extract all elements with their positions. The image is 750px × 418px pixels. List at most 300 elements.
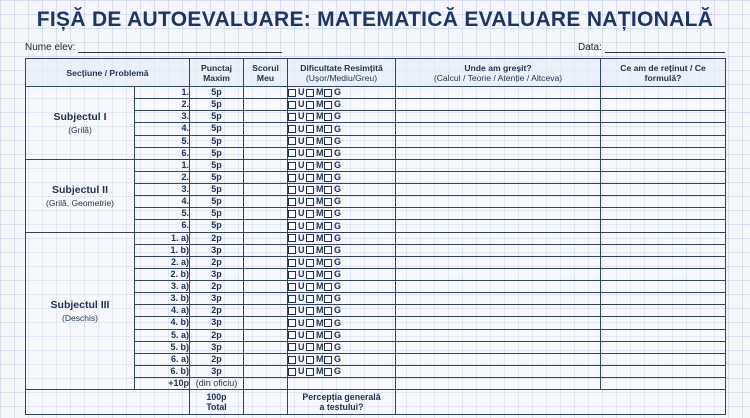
difficulty-option[interactable] xyxy=(288,111,306,122)
mistake-cell[interactable] xyxy=(396,135,601,147)
checkbox-icon[interactable] xyxy=(288,295,296,303)
my-score-cell[interactable] xyxy=(244,111,288,123)
checkbox-icon[interactable] xyxy=(288,368,296,376)
checkbox-icon[interactable] xyxy=(306,210,314,218)
max-points: 3p xyxy=(190,317,244,329)
my-score-cell[interactable] xyxy=(244,123,288,135)
mistake-cell[interactable] xyxy=(396,159,601,171)
difficulty-letter: M xyxy=(316,341,324,352)
difficulty-option[interactable] xyxy=(306,136,324,147)
my-score-cell[interactable] xyxy=(244,341,288,353)
difficulty-option[interactable] xyxy=(306,172,324,183)
checkbox-icon[interactable] xyxy=(288,283,296,291)
mistake-cell[interactable] xyxy=(396,378,601,390)
difficulty-letter: G xyxy=(334,366,342,376)
notes-cell[interactable] xyxy=(601,111,726,123)
difficulty-option[interactable] xyxy=(324,87,342,98)
checkbox-icon[interactable] xyxy=(324,113,332,121)
difficulty-option[interactable] xyxy=(306,305,324,316)
student-name-line[interactable] xyxy=(78,42,282,53)
difficulty-letter: U xyxy=(298,159,305,170)
difficulty-letter: M xyxy=(316,208,324,219)
checkbox-icon[interactable] xyxy=(324,210,332,218)
difficulty-letter: M xyxy=(316,220,324,231)
difficulty-letter: G xyxy=(334,184,342,195)
mistake-cell[interactable] xyxy=(396,353,601,365)
section-name: Subjectul I xyxy=(53,110,107,123)
difficulty-option[interactable] xyxy=(306,281,324,292)
difficulty-cell xyxy=(288,147,396,159)
difficulty-option[interactable] xyxy=(324,136,342,147)
notes-cell[interactable] xyxy=(601,256,726,268)
difficulty-option[interactable] xyxy=(288,208,306,219)
difficulty-option[interactable] xyxy=(288,269,306,280)
checkbox-icon[interactable] xyxy=(324,162,332,170)
difficulty-option[interactable] xyxy=(324,366,342,377)
checkbox-icon[interactable] xyxy=(324,368,332,376)
difficulty-option[interactable] xyxy=(306,221,324,232)
mistake-cell[interactable] xyxy=(396,147,601,159)
checkbox-icon[interactable] xyxy=(324,259,332,267)
checkbox-icon[interactable] xyxy=(306,283,314,291)
checkbox-icon[interactable] xyxy=(306,343,314,351)
max-points: 5p xyxy=(190,87,244,99)
difficulty-option[interactable] xyxy=(324,172,342,183)
difficulty-letter: M xyxy=(316,159,324,170)
difficulty-cell xyxy=(288,256,396,268)
checkbox-icon[interactable] xyxy=(288,125,296,133)
difficulty-letter: U xyxy=(298,341,305,352)
max-points: 5p xyxy=(190,147,244,159)
difficulty-option[interactable] xyxy=(288,87,306,98)
checkbox-icon[interactable] xyxy=(288,186,296,194)
mistake-cell[interactable] xyxy=(396,171,601,183)
mistake-cell[interactable] xyxy=(396,317,601,329)
difficulty-letter: G xyxy=(334,220,342,231)
checkbox-icon[interactable] xyxy=(288,356,296,364)
difficulty-option[interactable] xyxy=(324,99,342,110)
difficulty-option[interactable] xyxy=(324,124,342,135)
difficulty-cell xyxy=(288,171,396,183)
difficulty-option[interactable] xyxy=(324,148,342,159)
difficulty-letter: M xyxy=(316,99,324,110)
my-score-cell[interactable] xyxy=(244,159,288,171)
difficulty-option[interactable] xyxy=(288,342,306,353)
checkbox-icon[interactable] xyxy=(288,271,296,279)
my-score-cell[interactable] xyxy=(244,184,288,196)
my-score-cell[interactable] xyxy=(244,135,288,147)
difficulty-option[interactable] xyxy=(288,196,306,207)
problem-label: 6. xyxy=(135,147,190,159)
my-score-cell[interactable] xyxy=(244,365,288,377)
header-section: Secțiune / Problemă xyxy=(26,59,190,87)
checkbox-icon[interactable] xyxy=(306,222,314,230)
difficulty-cell xyxy=(288,184,396,196)
my-score-cell[interactable] xyxy=(244,87,288,99)
checkbox-icon[interactable] xyxy=(288,234,296,242)
my-score-cell[interactable] xyxy=(244,244,288,256)
difficulty-option[interactable] xyxy=(306,111,324,122)
checkbox-icon[interactable] xyxy=(288,89,296,97)
date-label: Data: xyxy=(578,42,602,53)
checkbox-icon[interactable] xyxy=(288,246,296,254)
mistake-cell[interactable] xyxy=(396,341,601,353)
problem-label: 1. a) xyxy=(135,232,190,244)
checkbox-icon[interactable] xyxy=(324,125,332,133)
notes-cell[interactable] xyxy=(601,232,726,244)
checkbox-icon[interactable] xyxy=(324,186,332,194)
my-score-cell[interactable] xyxy=(244,305,288,317)
mistake-cell[interactable] xyxy=(396,305,601,317)
notes-cell[interactable] xyxy=(601,341,726,353)
difficulty-option[interactable] xyxy=(288,257,306,268)
my-score-cell[interactable] xyxy=(244,196,288,208)
checkbox-icon[interactable] xyxy=(306,234,314,242)
date-line[interactable] xyxy=(605,42,725,53)
notes-cell[interactable] xyxy=(601,329,726,341)
difficulty-option[interactable] xyxy=(306,208,324,219)
mistake-cell[interactable] xyxy=(396,293,601,305)
difficulty-letter: G xyxy=(334,196,342,207)
header-row xyxy=(26,59,726,87)
mistake-cell[interactable] xyxy=(396,232,601,244)
difficulty-option[interactable] xyxy=(306,354,324,365)
checkbox-icon[interactable] xyxy=(306,174,314,182)
checkbox-icon[interactable] xyxy=(324,246,332,254)
checkbox-icon[interactable] xyxy=(288,259,296,267)
difficulty-option[interactable] xyxy=(306,257,324,268)
difficulty-option[interactable] xyxy=(324,330,342,341)
checkbox-icon[interactable] xyxy=(324,331,332,339)
difficulty-option[interactable] xyxy=(306,160,324,171)
mistake-cell[interactable] xyxy=(396,268,601,280)
mistake-cell[interactable] xyxy=(396,365,601,377)
difficulty-option[interactable] xyxy=(288,354,306,365)
difficulty-option[interactable] xyxy=(288,293,306,304)
perception-answer-cell[interactable] xyxy=(396,390,726,415)
my-score-cell[interactable] xyxy=(244,232,288,244)
total-score-cell[interactable] xyxy=(244,390,288,415)
difficulty-option[interactable] xyxy=(324,305,342,316)
difficulty-option[interactable] xyxy=(288,305,306,316)
my-score-cell[interactable] xyxy=(244,317,288,329)
section-name: Subjectul II xyxy=(51,183,108,196)
difficulty-option[interactable] xyxy=(324,184,342,195)
difficulty-letter: U xyxy=(298,281,305,292)
difficulty-cell xyxy=(288,341,396,353)
checkbox-icon[interactable] xyxy=(324,283,332,291)
checkbox-icon[interactable] xyxy=(306,307,314,315)
max-points: 2p xyxy=(190,256,244,268)
total-row xyxy=(26,390,726,415)
notes-cell[interactable] xyxy=(601,305,726,317)
notes-cell[interactable] xyxy=(601,365,726,377)
checkbox-icon[interactable] xyxy=(288,210,296,218)
difficulty-option[interactable] xyxy=(306,269,324,280)
notes-cell[interactable] xyxy=(601,99,726,111)
difficulty-cell xyxy=(288,135,396,147)
difficulty-option[interactable] xyxy=(306,87,324,98)
difficulty-cell xyxy=(288,305,396,317)
difficulty-option[interactable] xyxy=(324,208,342,219)
checkbox-icon[interactable] xyxy=(306,356,314,364)
problem-label: 1. xyxy=(135,159,190,171)
checkbox-icon[interactable] xyxy=(306,137,314,145)
difficulty-option[interactable] xyxy=(324,281,342,292)
difficulty-letter: M xyxy=(316,196,324,207)
difficulty-letter: G xyxy=(334,244,342,255)
checkbox-icon[interactable] xyxy=(306,186,314,194)
difficulty-option[interactable] xyxy=(324,342,342,353)
problem-label: 2. b) xyxy=(135,268,190,280)
mistake-cell[interactable] xyxy=(396,329,601,341)
difficulty-letter: U xyxy=(298,99,305,110)
checkbox-icon[interactable] xyxy=(306,89,314,97)
total-spacer xyxy=(26,390,190,415)
difficulty-letter: G xyxy=(334,353,342,364)
my-score-cell[interactable] xyxy=(244,171,288,183)
difficulty-option[interactable] xyxy=(288,136,306,147)
difficulty-cell xyxy=(288,317,396,329)
checkbox-icon[interactable] xyxy=(324,271,332,279)
mistake-cell[interactable] xyxy=(396,99,601,111)
difficulty-cell xyxy=(288,281,396,293)
difficulty-option[interactable] xyxy=(324,318,342,329)
checkbox-icon[interactable] xyxy=(324,198,332,206)
difficulty-option[interactable] xyxy=(324,354,342,365)
my-score-cell[interactable] xyxy=(244,293,288,305)
notes-cell[interactable] xyxy=(601,268,726,280)
difficulty-option[interactable] xyxy=(288,124,306,135)
difficulty-option[interactable] xyxy=(306,148,324,159)
mistake-cell[interactable] xyxy=(396,220,601,232)
checkbox-icon[interactable] xyxy=(324,137,332,145)
checkbox-icon[interactable] xyxy=(324,295,332,303)
my-score-cell[interactable] xyxy=(244,256,288,268)
notes-cell[interactable] xyxy=(601,147,726,159)
checkbox-icon[interactable] xyxy=(288,137,296,145)
checkbox-icon[interactable] xyxy=(324,89,332,97)
checkbox-icon[interactable] xyxy=(306,113,314,121)
my-score-cell[interactable] xyxy=(244,353,288,365)
difficulty-letter: M xyxy=(316,256,324,267)
my-score-cell[interactable] xyxy=(244,208,288,220)
notes-cell[interactable] xyxy=(601,378,726,390)
my-score-cell[interactable] xyxy=(244,268,288,280)
difficulty-cell xyxy=(288,196,396,208)
problem-label: 6. xyxy=(135,220,190,232)
problem-label: 5. xyxy=(135,135,190,147)
difficulty-letter: G xyxy=(334,305,342,316)
difficulty-option[interactable] xyxy=(306,366,324,377)
checkbox-icon[interactable] xyxy=(306,295,314,303)
checkbox-icon[interactable] xyxy=(306,259,314,267)
checkbox-icon[interactable] xyxy=(324,222,332,230)
notes-cell[interactable] xyxy=(601,196,726,208)
problem-label: 5. xyxy=(135,208,190,220)
my-score-cell[interactable] xyxy=(244,99,288,111)
notes-cell[interactable] xyxy=(601,184,726,196)
difficulty-option[interactable] xyxy=(288,172,306,183)
difficulty-option[interactable] xyxy=(306,245,324,256)
difficulty-letter: U xyxy=(298,256,305,267)
checkbox-icon[interactable] xyxy=(306,319,314,327)
difficulty-letter: G xyxy=(334,256,342,267)
checkbox-icon[interactable] xyxy=(288,307,296,315)
checkbox-icon[interactable] xyxy=(324,174,332,182)
student-name-field[interactable] xyxy=(25,42,282,53)
checkbox-icon[interactable] xyxy=(288,162,296,170)
checkbox-icon[interactable] xyxy=(288,113,296,121)
notes-cell[interactable] xyxy=(601,220,726,232)
checkbox-icon[interactable] xyxy=(306,101,314,109)
checkbox-icon[interactable] xyxy=(288,319,296,327)
problem-label: 4. a) xyxy=(135,305,190,317)
difficulty-cell xyxy=(288,111,396,123)
max-points: (din oficiu) xyxy=(190,378,244,390)
difficulty-option[interactable] xyxy=(288,366,306,377)
difficulty-cell xyxy=(288,123,396,135)
difficulty-letter: M xyxy=(316,135,324,146)
difficulty-option[interactable] xyxy=(288,318,306,329)
checkbox-icon[interactable] xyxy=(306,271,314,279)
difficulty-letter: U xyxy=(298,305,305,316)
checkbox-icon[interactable] xyxy=(324,149,332,157)
checkbox-icon[interactable] xyxy=(288,343,296,351)
checkbox-icon[interactable] xyxy=(288,331,296,339)
notes-cell[interactable] xyxy=(601,208,726,220)
difficulty-letter: M xyxy=(316,317,324,328)
difficulty-option[interactable] xyxy=(306,196,324,207)
checkbox-icon[interactable] xyxy=(324,307,332,315)
checkbox-icon[interactable] xyxy=(288,198,296,206)
difficulty-option[interactable] xyxy=(324,293,342,304)
notes-cell[interactable] xyxy=(601,281,726,293)
checkbox-icon[interactable] xyxy=(306,149,314,157)
difficulty-option[interactable] xyxy=(288,281,306,292)
notes-cell[interactable] xyxy=(601,87,726,99)
difficulty-option[interactable] xyxy=(288,245,306,256)
notes-cell[interactable] xyxy=(601,317,726,329)
difficulty-letter: G xyxy=(334,281,342,292)
problem-label: 3. xyxy=(135,111,190,123)
notes-cell[interactable] xyxy=(601,171,726,183)
difficulty-option[interactable] xyxy=(288,148,306,159)
checkbox-icon[interactable] xyxy=(288,149,296,157)
checkbox-icon[interactable] xyxy=(288,101,296,109)
checkbox-icon[interactable] xyxy=(306,198,314,206)
date-field[interactable] xyxy=(578,42,725,53)
difficulty-cell xyxy=(288,268,396,280)
difficulty-option[interactable] xyxy=(324,269,342,280)
checkbox-icon[interactable] xyxy=(306,246,314,254)
my-score-cell[interactable] xyxy=(244,378,288,390)
difficulty-letter: M xyxy=(316,244,324,255)
notes-cell[interactable] xyxy=(601,159,726,171)
difficulty-option[interactable] xyxy=(306,184,324,195)
difficulty-option[interactable] xyxy=(288,233,306,244)
difficulty-option[interactable] xyxy=(306,293,324,304)
self-assessment-table xyxy=(25,58,726,415)
difficulty-option[interactable] xyxy=(306,124,324,135)
problem-label: 3. xyxy=(135,184,190,196)
difficulty-option[interactable] xyxy=(288,184,306,195)
notes-cell[interactable] xyxy=(601,135,726,147)
checkbox-icon[interactable] xyxy=(324,101,332,109)
mistake-cell[interactable] xyxy=(396,184,601,196)
my-score-cell[interactable] xyxy=(244,329,288,341)
difficulty-option[interactable] xyxy=(306,342,324,353)
difficulty-letter: M xyxy=(316,353,324,364)
mistake-cell[interactable] xyxy=(396,196,601,208)
mistake-cell[interactable] xyxy=(396,244,601,256)
checkbox-icon[interactable] xyxy=(288,174,296,182)
difficulty-letter: M xyxy=(316,305,324,316)
checkbox-icon[interactable] xyxy=(324,319,332,327)
my-score-cell[interactable] xyxy=(244,281,288,293)
notes-cell[interactable] xyxy=(601,353,726,365)
problem-label: +10p xyxy=(135,378,190,390)
difficulty-option[interactable] xyxy=(288,221,306,232)
mistake-cell[interactable] xyxy=(396,256,601,268)
difficulty-option[interactable] xyxy=(306,233,324,244)
difficulty-option[interactable] xyxy=(324,111,342,122)
checkbox-icon[interactable] xyxy=(324,343,332,351)
checkbox-icon[interactable] xyxy=(306,368,314,376)
notes-cell[interactable] xyxy=(601,244,726,256)
difficulty-letter: U xyxy=(298,196,305,207)
difficulty-option[interactable] xyxy=(324,196,342,207)
problem-label: 2. a) xyxy=(135,256,190,268)
header-max-points: Punctaj Maxim xyxy=(190,59,244,87)
section-cell xyxy=(26,159,135,232)
problem-label: 4. xyxy=(135,123,190,135)
mistake-cell[interactable] xyxy=(396,123,601,135)
checkbox-icon[interactable] xyxy=(306,125,314,133)
difficulty-option[interactable] xyxy=(306,318,324,329)
difficulty-option[interactable] xyxy=(306,99,324,110)
difficulty-cell xyxy=(288,159,396,171)
my-score-cell[interactable] xyxy=(244,147,288,159)
difficulty-letter: G xyxy=(334,293,342,304)
difficulty-option[interactable] xyxy=(324,221,342,232)
checkbox-icon[interactable] xyxy=(324,234,332,242)
difficulty-option[interactable] xyxy=(324,233,342,244)
difficulty-option[interactable] xyxy=(306,330,324,341)
difficulty-option[interactable] xyxy=(288,330,306,341)
my-score-cell[interactable] xyxy=(244,220,288,232)
difficulty-letter: U xyxy=(298,232,305,243)
checkbox-icon[interactable] xyxy=(306,162,314,170)
mistake-cell[interactable] xyxy=(396,208,601,220)
mistake-cell[interactable] xyxy=(396,87,601,99)
difficulty-letter: M xyxy=(316,147,324,158)
mistake-cell[interactable] xyxy=(396,111,601,123)
notes-cell[interactable] xyxy=(601,123,726,135)
mistake-cell[interactable] xyxy=(396,281,601,293)
total-points-label: Total xyxy=(206,402,227,412)
difficulty-option[interactable] xyxy=(324,257,342,268)
notes-cell[interactable] xyxy=(601,293,726,305)
difficulty-letter: M xyxy=(316,366,324,376)
checkbox-icon[interactable] xyxy=(324,356,332,364)
checkbox-icon[interactable] xyxy=(288,222,296,230)
difficulty-option[interactable] xyxy=(288,99,306,110)
difficulty-option[interactable] xyxy=(324,245,342,256)
checkbox-icon[interactable] xyxy=(306,331,314,339)
difficulty-option[interactable] xyxy=(324,160,342,171)
difficulty-option[interactable] xyxy=(288,160,306,171)
